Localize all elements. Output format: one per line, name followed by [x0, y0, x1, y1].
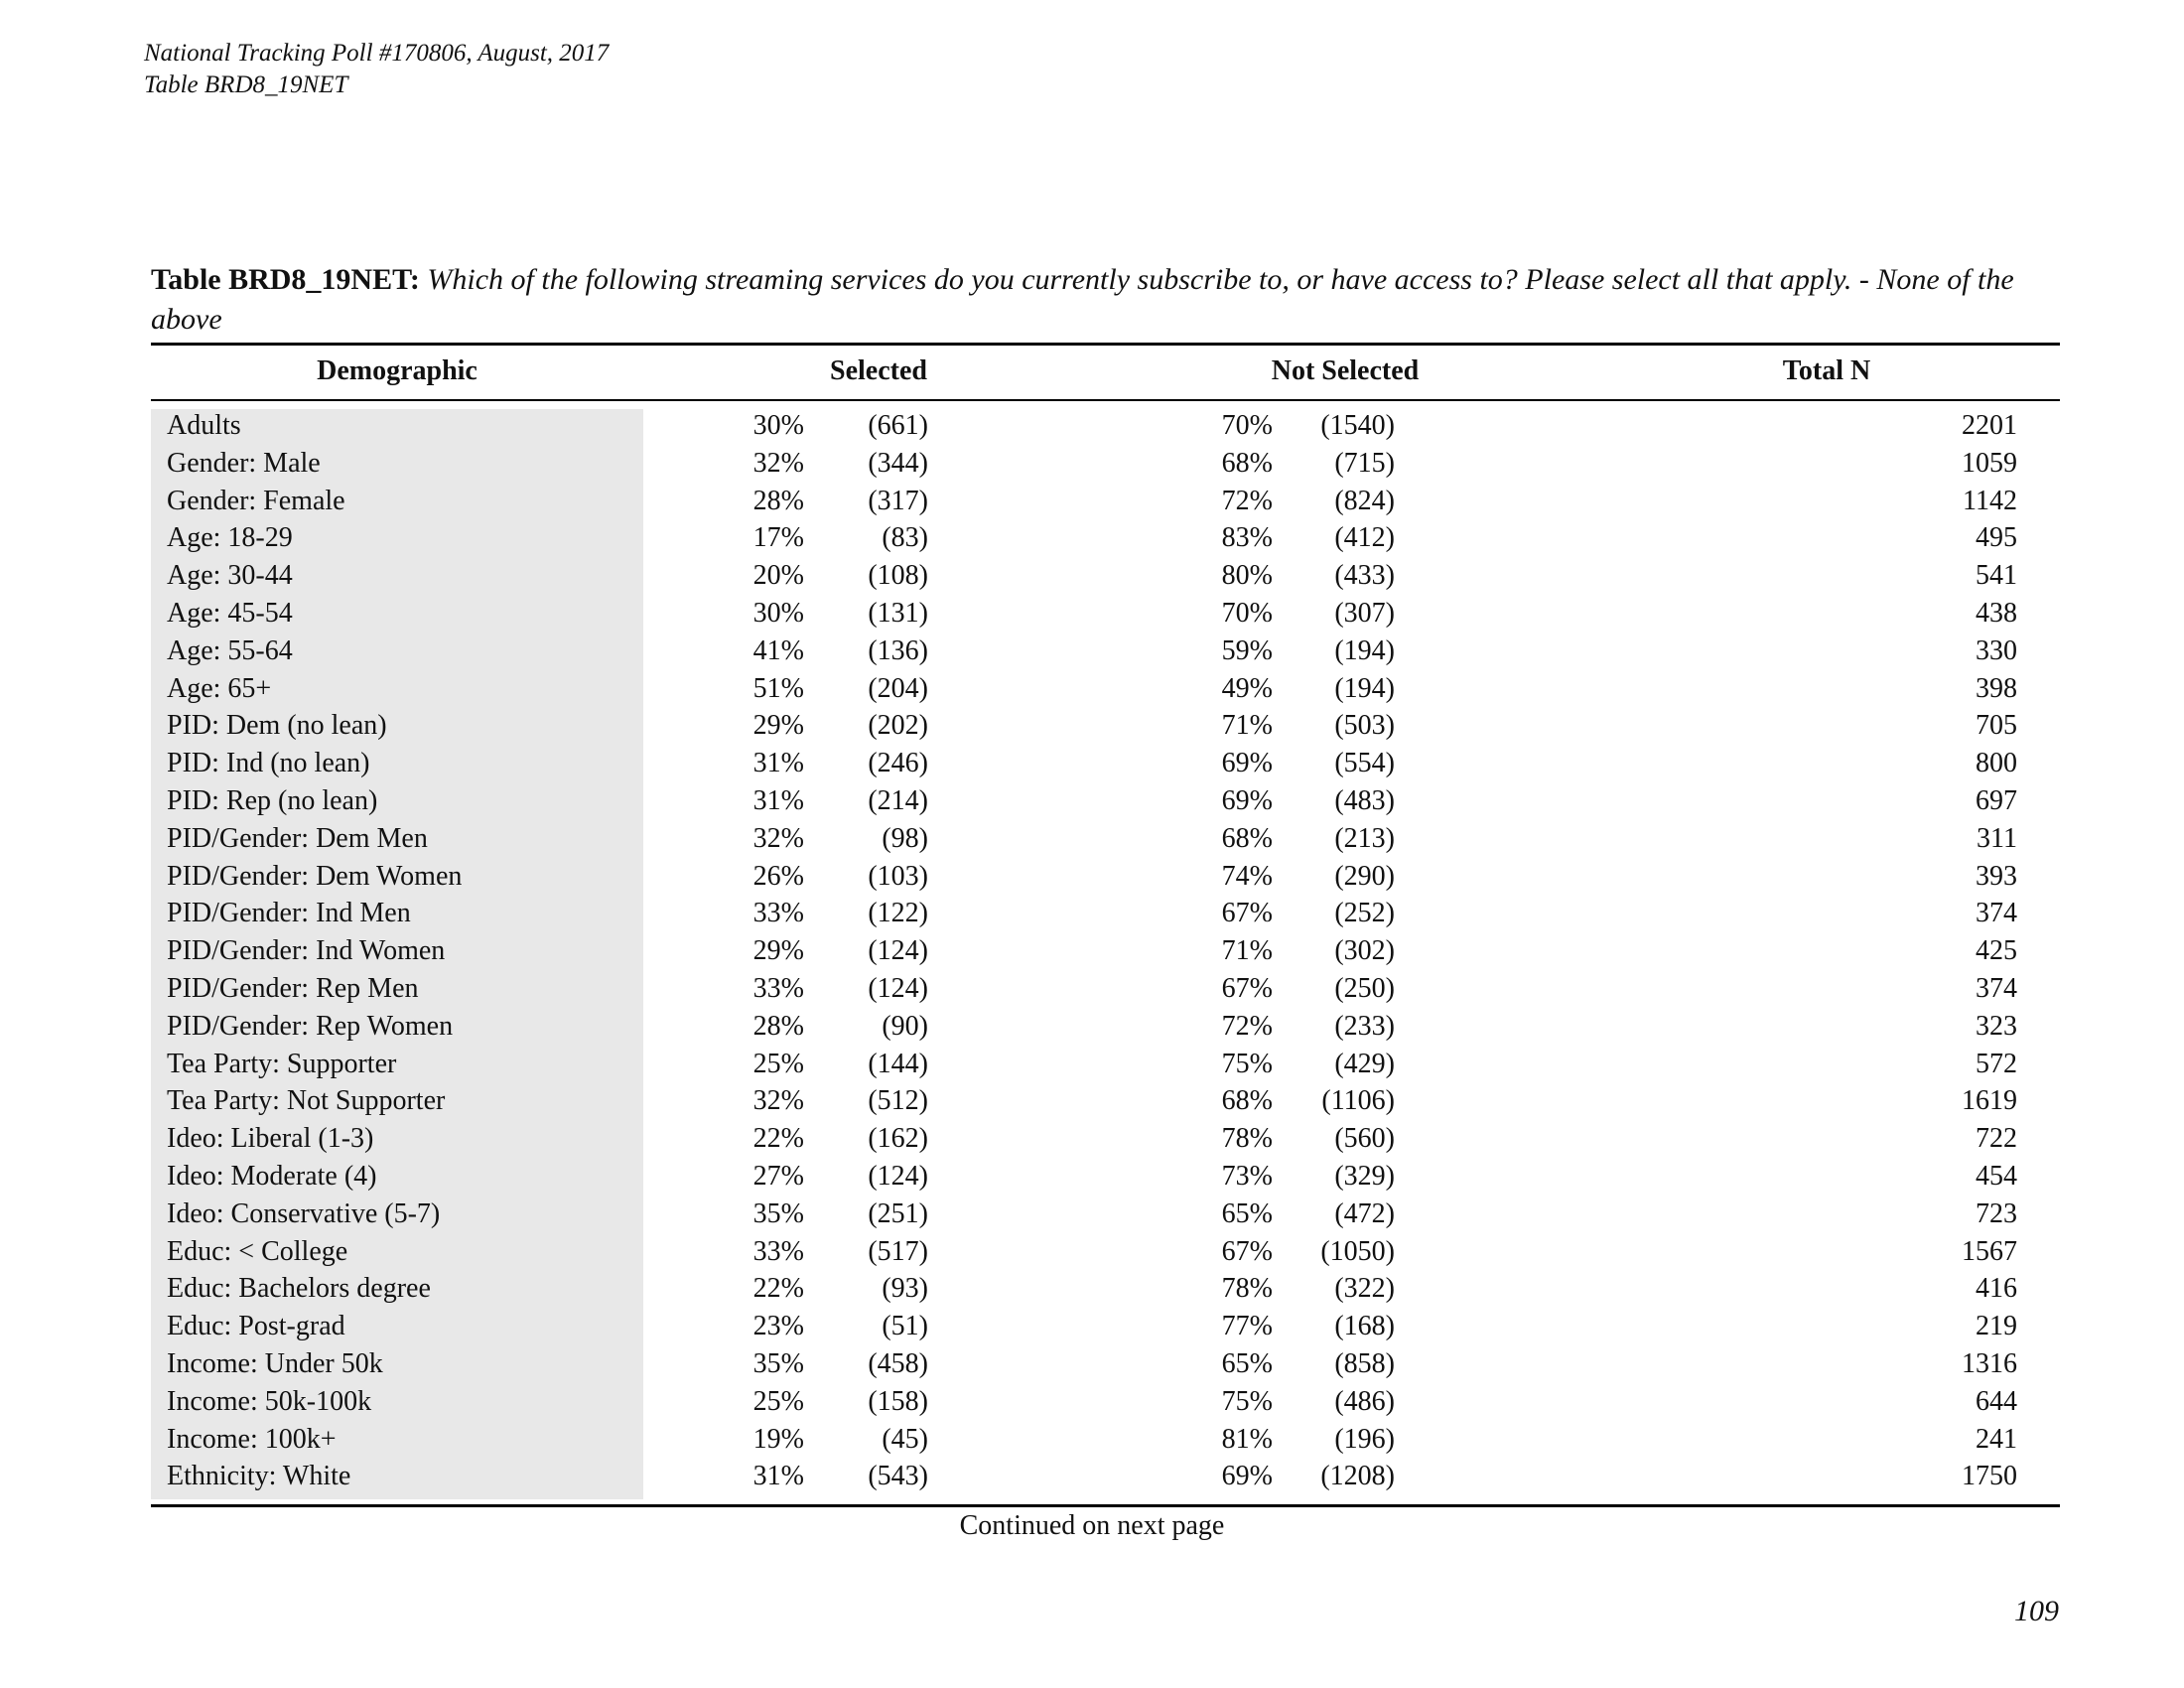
table-row	[0, 633, 2184, 670]
poll-title: National Tracking Poll #170806, August, 2017	[144, 40, 610, 67]
not-selected-percent: 65%	[1221, 1347, 1273, 1379]
not-selected-count: (196)	[1334, 1423, 1395, 1455]
row-label: Educ: < College	[167, 1235, 348, 1267]
not-selected-count: (1540)	[1320, 410, 1395, 441]
total-n: 241	[1976, 1423, 2017, 1455]
row-label: Tea Party: Not Supporter	[167, 1085, 446, 1117]
row-label: PID/Gender: Ind Men	[167, 898, 411, 929]
table-row	[0, 782, 2184, 820]
selected-percent: 29%	[752, 935, 804, 967]
row-label: Income: 50k-100k	[167, 1385, 372, 1417]
not-selected-count: (252)	[1334, 898, 1395, 929]
table-row	[0, 1046, 2184, 1083]
table-row	[0, 858, 2184, 896]
selected-count: (124)	[868, 1160, 928, 1192]
not-selected-percent: 70%	[1221, 597, 1273, 629]
table-question: Which of the following streaming services do you currently subscribe to, or have access to? Please select all that apply. - None of the above	[151, 263, 2014, 336]
row-label: Tea Party: Supporter	[167, 1048, 397, 1079]
selected-count: (517)	[868, 1235, 928, 1267]
table-row	[0, 1421, 2184, 1459]
total-n: 644	[1976, 1385, 2017, 1417]
not-selected-percent: 68%	[1221, 1085, 1273, 1117]
not-selected-count: (194)	[1334, 672, 1395, 704]
not-selected-count: (194)	[1334, 634, 1395, 666]
row-label: Age: 65+	[167, 672, 272, 704]
selected-percent: 33%	[752, 1235, 804, 1267]
not-selected-percent: 74%	[1221, 860, 1273, 892]
selected-percent: 33%	[752, 898, 804, 929]
table-top-rule	[151, 343, 2060, 346]
total-n: 416	[1976, 1273, 2017, 1305]
not-selected-percent: 75%	[1221, 1385, 1273, 1417]
row-label: PID: Dem (no lean)	[167, 710, 387, 742]
not-selected-percent: 80%	[1221, 560, 1273, 592]
total-n: 572	[1976, 1048, 2017, 1079]
table-row	[0, 1008, 2184, 1046]
not-selected-count: (858)	[1334, 1347, 1395, 1379]
total-n: 2201	[1962, 410, 2017, 441]
selected-count: (131)	[868, 597, 928, 629]
table-row	[0, 820, 2184, 858]
selected-count: (158)	[868, 1385, 928, 1417]
not-selected-count: (433)	[1334, 560, 1395, 592]
table-row	[0, 1120, 2184, 1158]
total-n: 438	[1976, 597, 2017, 629]
selected-count: (51)	[882, 1311, 928, 1342]
table-row	[0, 707, 2184, 745]
row-label: Adults	[167, 410, 241, 441]
column-header-selected: Selected	[830, 355, 927, 386]
selected-count: (251)	[868, 1197, 928, 1229]
selected-count: (317)	[868, 485, 928, 516]
selected-count: (136)	[868, 634, 928, 666]
selected-percent: 17%	[752, 522, 804, 554]
total-n: 1059	[1962, 447, 2017, 479]
not-selected-percent: 78%	[1221, 1123, 1273, 1155]
total-n: 1619	[1962, 1085, 2017, 1117]
not-selected-count: (168)	[1334, 1311, 1395, 1342]
total-n: 398	[1976, 672, 2017, 704]
selected-count: (458)	[868, 1347, 928, 1379]
selected-percent: 22%	[752, 1123, 804, 1155]
row-label: Income: 100k+	[167, 1423, 337, 1455]
row-label: Age: 30-44	[167, 560, 293, 592]
not-selected-percent: 65%	[1221, 1197, 1273, 1229]
row-label: Educ: Post-grad	[167, 1311, 345, 1342]
selected-percent: 31%	[752, 784, 804, 816]
table-title	[151, 260, 2072, 340]
table-row	[0, 1196, 2184, 1233]
not-selected-percent: 71%	[1221, 710, 1273, 742]
not-selected-count: (329)	[1334, 1160, 1395, 1192]
row-label: PID/Gender: Dem Women	[167, 860, 463, 892]
not-selected-percent: 77%	[1221, 1311, 1273, 1342]
selected-percent: 31%	[752, 748, 804, 779]
selected-count: (543)	[868, 1461, 928, 1492]
column-header-not-selected: Not Selected	[1271, 355, 1420, 386]
not-selected-count: (412)	[1334, 522, 1395, 554]
total-n: 330	[1976, 634, 2017, 666]
table-row	[0, 483, 2184, 520]
not-selected-count: (472)	[1334, 1197, 1395, 1229]
table-row	[0, 557, 2184, 595]
selected-percent: 28%	[752, 485, 804, 516]
row-label: PID/Gender: Rep Men	[167, 972, 419, 1004]
total-n: 1567	[1962, 1235, 2017, 1267]
not-selected-count: (213)	[1334, 822, 1395, 854]
total-n: 393	[1976, 860, 2017, 892]
selected-percent: 51%	[752, 672, 804, 704]
selected-percent: 29%	[752, 710, 804, 742]
total-n: 800	[1976, 748, 2017, 779]
table-row	[0, 1458, 2184, 1495]
row-label: Gender: Female	[167, 485, 345, 516]
total-n: 425	[1976, 935, 2017, 967]
selected-percent: 35%	[752, 1347, 804, 1379]
row-label: Ideo: Moderate (4)	[167, 1160, 377, 1192]
row-label: Income: Under 50k	[167, 1347, 383, 1379]
selected-percent: 19%	[752, 1423, 804, 1455]
column-header-total-n: Total N	[1782, 355, 1871, 386]
not-selected-count: (1050)	[1320, 1235, 1395, 1267]
not-selected-percent: 49%	[1221, 672, 1273, 704]
not-selected-count: (1208)	[1320, 1461, 1395, 1492]
row-label: Age: 45-54	[167, 597, 293, 629]
selected-percent: 32%	[752, 1085, 804, 1117]
table-row	[0, 745, 2184, 782]
total-n: 311	[1977, 822, 2017, 854]
table-row	[0, 670, 2184, 708]
not-selected-count: (290)	[1334, 860, 1395, 892]
not-selected-percent: 71%	[1221, 935, 1273, 967]
table-row	[0, 895, 2184, 932]
selected-count: (204)	[868, 672, 928, 704]
selected-count: (202)	[868, 710, 928, 742]
row-label: Gender: Male	[167, 447, 321, 479]
row-label: Age: 18-29	[167, 522, 293, 554]
total-n: 1750	[1962, 1461, 2017, 1492]
not-selected-percent: 69%	[1221, 1461, 1273, 1492]
not-selected-count: (250)	[1334, 972, 1395, 1004]
table-row	[0, 519, 2184, 557]
not-selected-count: (483)	[1334, 784, 1395, 816]
not-selected-percent: 67%	[1221, 898, 1273, 929]
selected-percent: 25%	[752, 1048, 804, 1079]
selected-count: (512)	[868, 1085, 928, 1117]
table-row	[0, 1383, 2184, 1421]
selected-percent: 30%	[752, 597, 804, 629]
not-selected-count: (322)	[1334, 1273, 1395, 1305]
not-selected-percent: 72%	[1221, 1010, 1273, 1042]
selected-percent: 25%	[752, 1385, 804, 1417]
table-row	[0, 407, 2184, 445]
table-row	[0, 1345, 2184, 1383]
not-selected-count: (1106)	[1321, 1085, 1395, 1117]
selected-percent: 32%	[752, 822, 804, 854]
row-label: Ethnicity: White	[167, 1461, 351, 1492]
selected-count: (124)	[868, 972, 928, 1004]
total-n: 541	[1976, 560, 2017, 592]
not-selected-count: (503)	[1334, 710, 1395, 742]
selected-count: (144)	[868, 1048, 928, 1079]
selected-count: (214)	[868, 784, 928, 816]
row-label: PID/Gender: Rep Women	[167, 1010, 454, 1042]
selected-percent: 35%	[752, 1197, 804, 1229]
row-label: Age: 55-64	[167, 634, 293, 666]
selected-percent: 31%	[752, 1461, 804, 1492]
row-label: Educ: Bachelors degree	[167, 1273, 431, 1305]
selected-count: (122)	[868, 898, 928, 929]
not-selected-count: (560)	[1334, 1123, 1395, 1155]
not-selected-count: (307)	[1334, 597, 1395, 629]
selected-count: (246)	[868, 748, 928, 779]
selected-count: (661)	[868, 410, 928, 441]
not-selected-percent: 69%	[1221, 784, 1273, 816]
total-n: 1316	[1962, 1347, 2017, 1379]
table-row	[0, 970, 2184, 1008]
table-header-rule	[151, 399, 2060, 401]
selected-percent: 32%	[752, 447, 804, 479]
not-selected-count: (554)	[1334, 748, 1395, 779]
table-label: Table BRD8_19NET:	[151, 263, 420, 296]
total-n: 374	[1976, 898, 2017, 929]
selected-count: (344)	[868, 447, 928, 479]
row-label: PID/Gender: Ind Women	[167, 935, 446, 967]
not-selected-count: (302)	[1334, 935, 1395, 967]
column-header-demographic: Demographic	[317, 355, 478, 386]
table-id: Table BRD8_19NET	[144, 71, 348, 98]
row-label: Ideo: Liberal (1-3)	[167, 1123, 374, 1155]
not-selected-percent: 68%	[1221, 447, 1273, 479]
table-row	[0, 1158, 2184, 1196]
running-head	[144, 38, 609, 101]
selected-count: (162)	[868, 1123, 928, 1155]
table-row	[0, 1270, 2184, 1308]
selected-percent: 30%	[752, 410, 804, 441]
table-row	[0, 932, 2184, 970]
row-label: PID/Gender: Dem Men	[167, 822, 428, 854]
total-n: 705	[1976, 710, 2017, 742]
not-selected-count: (486)	[1334, 1385, 1395, 1417]
not-selected-percent: 75%	[1221, 1048, 1273, 1079]
not-selected-percent: 59%	[1221, 634, 1273, 666]
not-selected-count: (715)	[1334, 447, 1395, 479]
selected-count: (108)	[868, 560, 928, 592]
not-selected-percent: 67%	[1221, 1235, 1273, 1267]
total-n: 495	[1976, 522, 2017, 554]
selected-count: (90)	[882, 1010, 928, 1042]
not-selected-percent: 73%	[1221, 1160, 1273, 1192]
selected-count: (103)	[868, 860, 928, 892]
selected-percent: 22%	[752, 1273, 804, 1305]
total-n: 454	[1976, 1160, 2017, 1192]
selected-count: (98)	[882, 822, 928, 854]
continued-note: Continued on next page	[959, 1510, 1225, 1541]
not-selected-percent: 68%	[1221, 822, 1273, 854]
total-n: 723	[1976, 1197, 2017, 1229]
row-label: PID: Ind (no lean)	[167, 748, 370, 779]
selected-count: (83)	[882, 522, 928, 554]
total-n: 219	[1976, 1311, 2017, 1342]
selected-percent: 20%	[752, 560, 804, 592]
page-number: 109	[2014, 1595, 2059, 1627]
selected-percent: 41%	[752, 634, 804, 666]
not-selected-percent: 72%	[1221, 485, 1273, 516]
row-label: Ideo: Conservative (5-7)	[167, 1197, 441, 1229]
table-row	[0, 1308, 2184, 1345]
total-n: 697	[1976, 784, 2017, 816]
total-n: 722	[1976, 1123, 2017, 1155]
not-selected-percent: 67%	[1221, 972, 1273, 1004]
total-n: 1142	[1963, 485, 2017, 516]
not-selected-percent: 81%	[1221, 1423, 1273, 1455]
row-label: PID: Rep (no lean)	[167, 784, 378, 816]
table-body	[0, 407, 2184, 1495]
selected-percent: 33%	[752, 972, 804, 1004]
not-selected-percent: 83%	[1221, 522, 1273, 554]
selected-percent: 28%	[752, 1010, 804, 1042]
not-selected-percent: 69%	[1221, 748, 1273, 779]
total-n: 323	[1976, 1010, 2017, 1042]
not-selected-percent: 78%	[1221, 1273, 1273, 1305]
not-selected-count: (429)	[1334, 1048, 1395, 1079]
selected-count: (124)	[868, 935, 928, 967]
not-selected-percent: 70%	[1221, 410, 1273, 441]
table-row	[0, 595, 2184, 633]
table-row	[0, 1082, 2184, 1120]
selected-percent: 23%	[752, 1311, 804, 1342]
total-n: 374	[1976, 972, 2017, 1004]
not-selected-count: (824)	[1334, 485, 1395, 516]
selected-percent: 27%	[752, 1160, 804, 1192]
table-row	[0, 1233, 2184, 1271]
selected-percent: 26%	[752, 860, 804, 892]
table-row	[0, 445, 2184, 483]
not-selected-count: (233)	[1334, 1010, 1395, 1042]
selected-count: (45)	[882, 1423, 928, 1455]
selected-count: (93)	[882, 1273, 928, 1305]
